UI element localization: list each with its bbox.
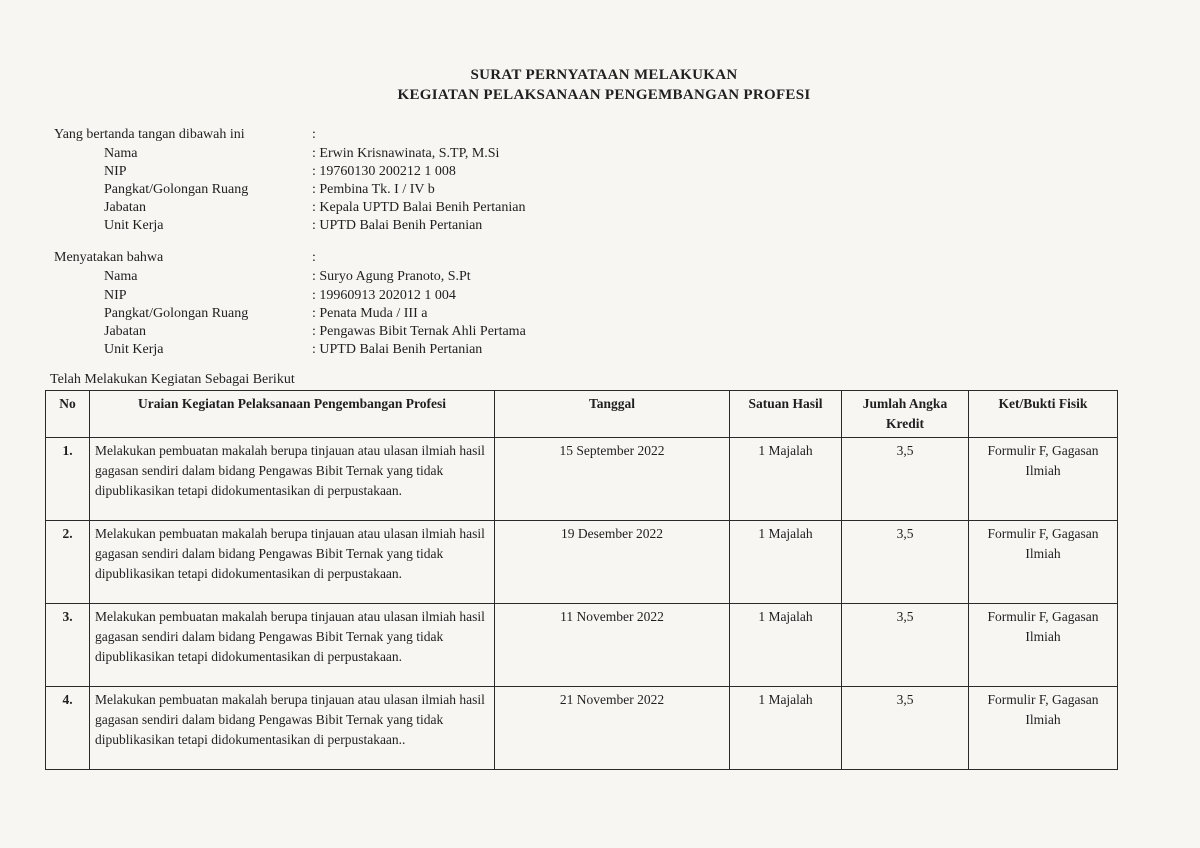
- field-value: : UPTD Balai Benih Pertanian: [312, 218, 483, 233]
- field-label: NIP: [104, 288, 127, 303]
- signer-intro-colon: :: [312, 127, 316, 142]
- cell-ket: Formulir F, Gagasan Ilmiah: [969, 687, 1118, 770]
- field-label: Unit Kerja: [104, 342, 164, 357]
- field-value: : Kepala UPTD Balai Benih Pertanian: [312, 200, 526, 215]
- cell-kredit: 3,5: [842, 604, 969, 687]
- cell-uraian: Melakukan pembuatan makalah berupa tinjauan atau ulasan ilmiah hasil gagasan sendiri dalam bidang Pengawas Bibit Ternak yang tidak dipublikasikan tetapi didokumentasikan di perpustakaan.: [90, 604, 495, 687]
- field-label: Jabatan: [104, 200, 146, 215]
- cell-satuan: 1 Majalah: [730, 438, 842, 521]
- cell-tanggal: 19 Desember 2022: [495, 521, 730, 604]
- header-uraian: Uraian Kegiatan Pelaksanaan Pengembangan Profesi: [90, 391, 495, 438]
- cell-tanggal: 11 November 2022: [495, 604, 730, 687]
- cell-kredit: 3,5: [842, 687, 969, 770]
- activities-table: [45, 390, 1118, 770]
- cell-uraian: Melakukan pembuatan makalah berupa tinjauan atau ulasan ilmiah hasil gagasan sendiri dalam bidang Pengawas Bibit Ternak yang tidak dipublikasikan tetapi didokumentasikan di perpustakaan..: [90, 687, 495, 770]
- field-label: Pangkat/Golongan Ruang: [104, 182, 249, 197]
- cell-satuan: 1 Majalah: [730, 687, 842, 770]
- cell-satuan: 1 Majalah: [730, 521, 842, 604]
- cell-tanggal: 21 November 2022: [495, 687, 730, 770]
- field-label: NIP: [104, 164, 127, 179]
- cell-satuan: 1 Majalah: [730, 604, 842, 687]
- cell-kredit: 3,5: [842, 521, 969, 604]
- table-row: [46, 521, 1118, 604]
- field-label: Jabatan: [104, 324, 146, 339]
- document-title-line1: SURAT PERNYATAAN MELAKUKAN: [470, 67, 738, 83]
- field-value: : Penata Muda / III a: [312, 306, 428, 321]
- table-row: [46, 687, 1118, 770]
- header-tanggal: Tanggal: [495, 391, 730, 438]
- field-value: : Pembina Tk. I / IV b: [312, 182, 435, 197]
- cell-no: 3.: [46, 604, 90, 687]
- subject-intro-colon: :: [312, 250, 316, 265]
- subject-intro-text: Menyatakan bahwa: [54, 250, 164, 265]
- cell-uraian: Melakukan pembuatan makalah berupa tinjauan atau ulasan ilmiah hasil gagasan sendiri dalam bidang Pengawas Bibit Ternak yang tidak dipublikasikan tetapi didokumentasikan di perpustakaan.: [90, 521, 495, 604]
- field-value: : Pengawas Bibit Ternak Ahli Pertama: [312, 324, 526, 339]
- cell-tanggal: 15 September 2022: [495, 438, 730, 521]
- field-value: : 19960913 202012 1 004: [312, 288, 456, 303]
- field-value: : Erwin Krisnawinata, S.TP, M.Si: [312, 146, 500, 161]
- header-no: No: [46, 391, 90, 438]
- activities-intro: Telah Melakukan Kegiatan Sebagai Berikut: [50, 372, 295, 387]
- field-value: : 19760130 200212 1 008: [312, 164, 456, 179]
- table-row: [46, 604, 1118, 687]
- cell-no: 4.: [46, 687, 90, 770]
- table-header-row: [46, 391, 1118, 438]
- cell-no: 2.: [46, 521, 90, 604]
- signer-intro-text: Yang bertanda tangan dibawah ini: [54, 127, 245, 142]
- cell-ket: Formulir F, Gagasan Ilmiah: [969, 521, 1118, 604]
- cell-no: 1.: [46, 438, 90, 521]
- header-ket-bukti-fisik: Ket/Bukti Fisik: [969, 391, 1118, 438]
- table-row: [46, 438, 1118, 521]
- document-title-line2: KEGIATAN PELAKSANAAN PENGEMBANGAN PROFESI: [397, 87, 811, 103]
- field-label: Nama: [104, 146, 138, 161]
- cell-uraian: Melakukan pembuatan makalah berupa tinjauan atau ulasan ilmiah hasil gagasan sendiri dalam bidang Pengawas Bibit Ternak yang tidak dipublikasikan tetapi didokumentasikan di perpustakaan.: [90, 438, 495, 521]
- cell-ket: Formulir F, Gagasan Ilmiah: [969, 604, 1118, 687]
- field-label: Unit Kerja: [104, 218, 164, 233]
- header-jumlah-angka-kredit: Jumlah Angka Kredit: [842, 391, 969, 438]
- header-satuan-hasil: Satuan Hasil: [730, 391, 842, 438]
- cell-ket: Formulir F, Gagasan Ilmiah: [969, 438, 1118, 521]
- field-value: : Suryo Agung Pranoto, S.Pt: [312, 269, 471, 284]
- field-label: Pangkat/Golongan Ruang: [104, 306, 249, 321]
- cell-kredit: 3,5: [842, 438, 969, 521]
- field-value: : UPTD Balai Benih Pertanian: [312, 342, 483, 357]
- field-label: Nama: [104, 269, 138, 284]
